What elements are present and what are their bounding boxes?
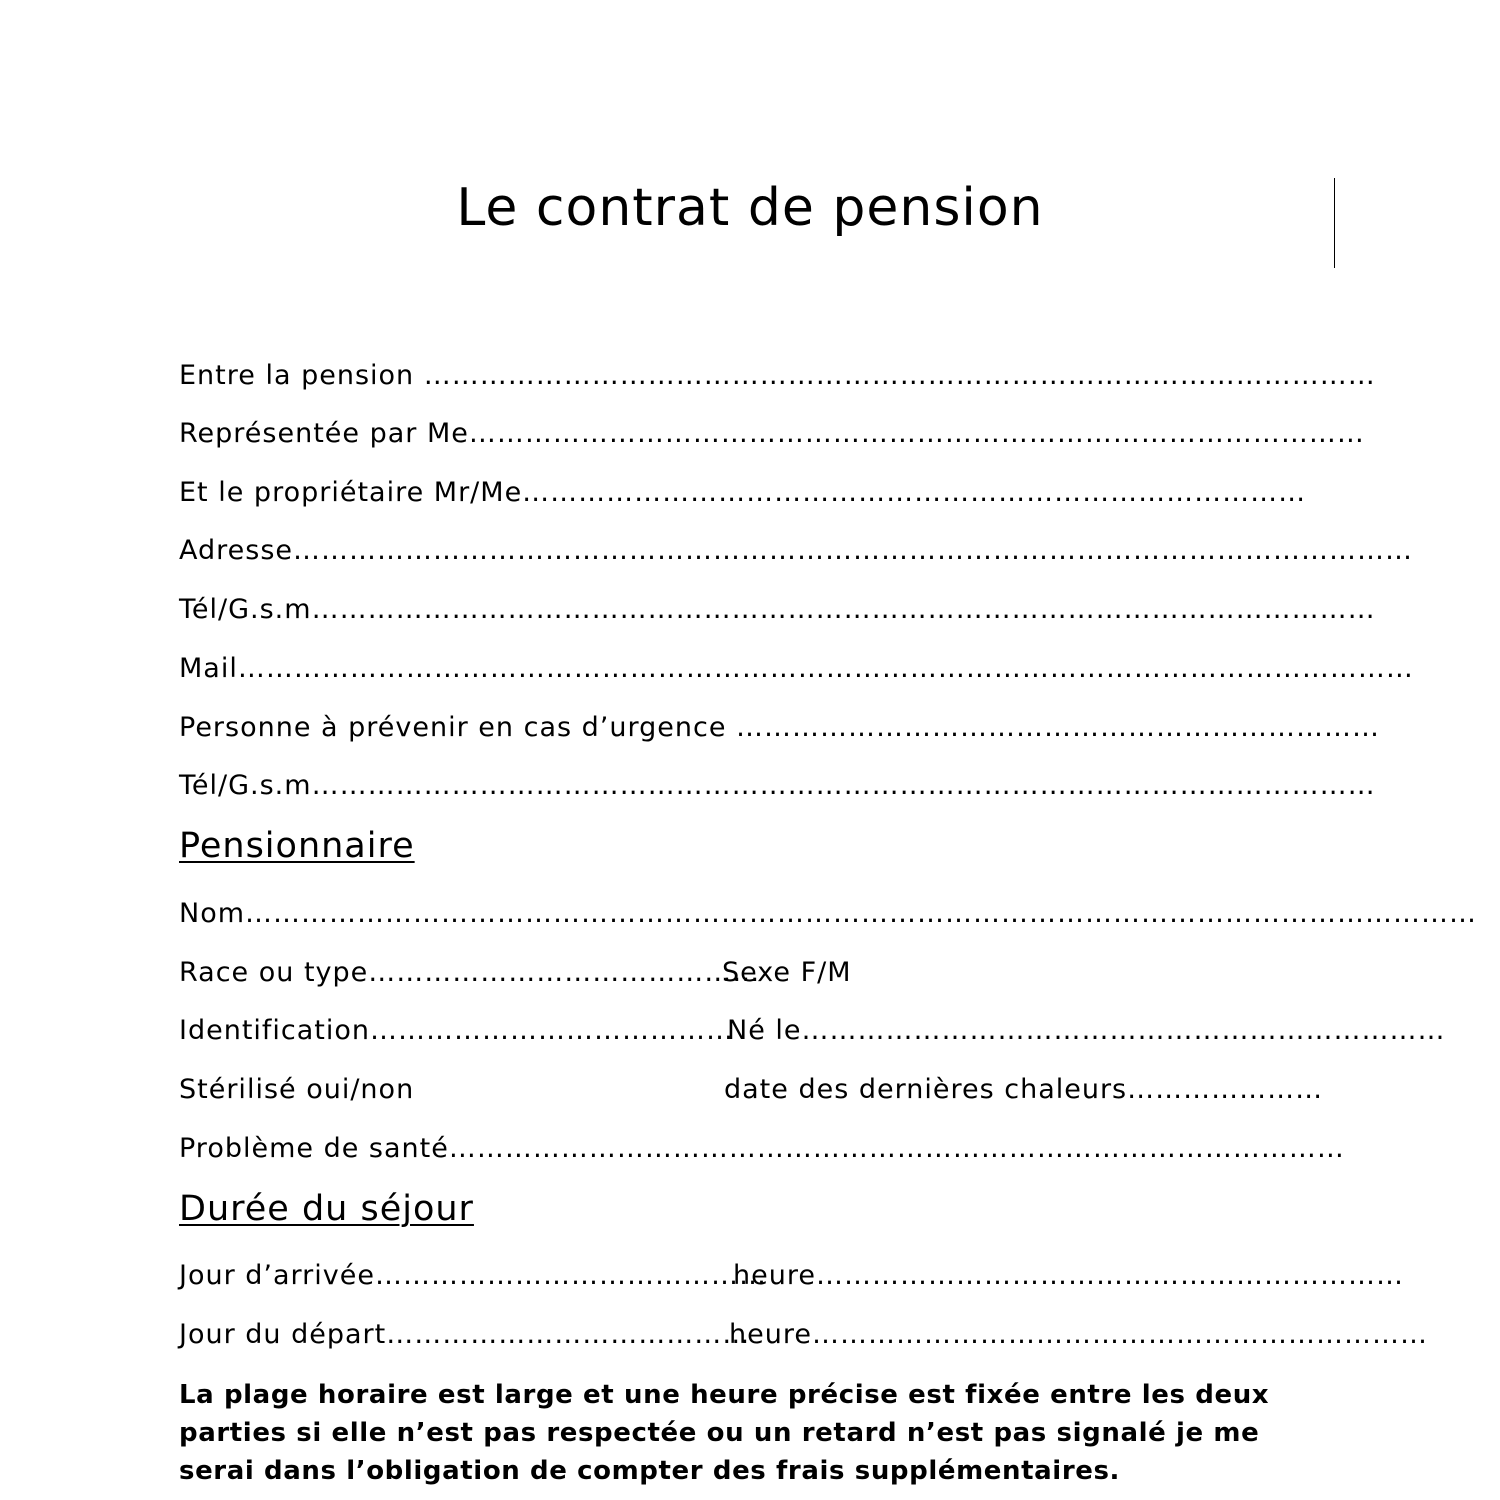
section-sejour-heading: Durée du séjour bbox=[179, 1189, 474, 1229]
field-arrivee: Jour d’arrivée…………………………………… bbox=[179, 1260, 767, 1291]
field-nom: Nom…………………………………………………………………………………………………………………… bbox=[179, 898, 1478, 929]
field-sexe: Sexe F/M bbox=[722, 957, 852, 988]
field-pension: Entre la pension ………………………………………………………………………………………… bbox=[179, 360, 1376, 391]
notice-paragraph: La plage horaire est large et une heure précise est fixée entre les deux parties si elle n’est pas respectée ou un retard n’est pas signalé je me serai dans l’obligation de compter des frais supplémentaires. bbox=[179, 1380, 1270, 1486]
field-tel-urgence: Tél/G.s.m…………………………………………………………………………………………………… bbox=[179, 770, 1376, 801]
field-race: Race ou type…………………………………… bbox=[179, 957, 761, 988]
field-arrivee-heure: heure……………………………………………………… bbox=[733, 1260, 1404, 1291]
field-ne-le: Né le…………………………………………………………… bbox=[727, 1015, 1446, 1046]
field-sante: Problème de santé…………………………………………………………………………………… bbox=[179, 1133, 1345, 1164]
field-proprietaire: Et le propriétaire Mr/Me………………………………………………………………………… bbox=[179, 477, 1307, 508]
field-chaleurs: date des dernières chaleurs………………… bbox=[724, 1074, 1324, 1105]
section-pensionnaire-heading: Pensionnaire bbox=[179, 826, 415, 866]
field-representee: Représentée par Me…………………………………………………………………………………… bbox=[179, 418, 1365, 449]
field-mail: Mail……………………………………………………………………………………………………………… bbox=[179, 653, 1414, 684]
field-identification: Identification………………………………… bbox=[179, 1015, 735, 1046]
field-tel-owner: Tél/G.s.m…………………………………………………………………………………………………… bbox=[179, 594, 1376, 625]
field-depart: Jour du départ………………………………… bbox=[179, 1319, 751, 1350]
field-sterilise: Stérilisé oui/non bbox=[179, 1074, 415, 1105]
field-urgence: Personne à prévenir en cas d’urgence …………………………………………………………… bbox=[179, 712, 1381, 743]
field-adresse: Adresse………………………………………………………………………………………………………… bbox=[179, 535, 1413, 566]
page-title: Le contrat de pension bbox=[456, 178, 1044, 238]
field-depart-heure: heure………………………………………………………… bbox=[729, 1319, 1428, 1350]
